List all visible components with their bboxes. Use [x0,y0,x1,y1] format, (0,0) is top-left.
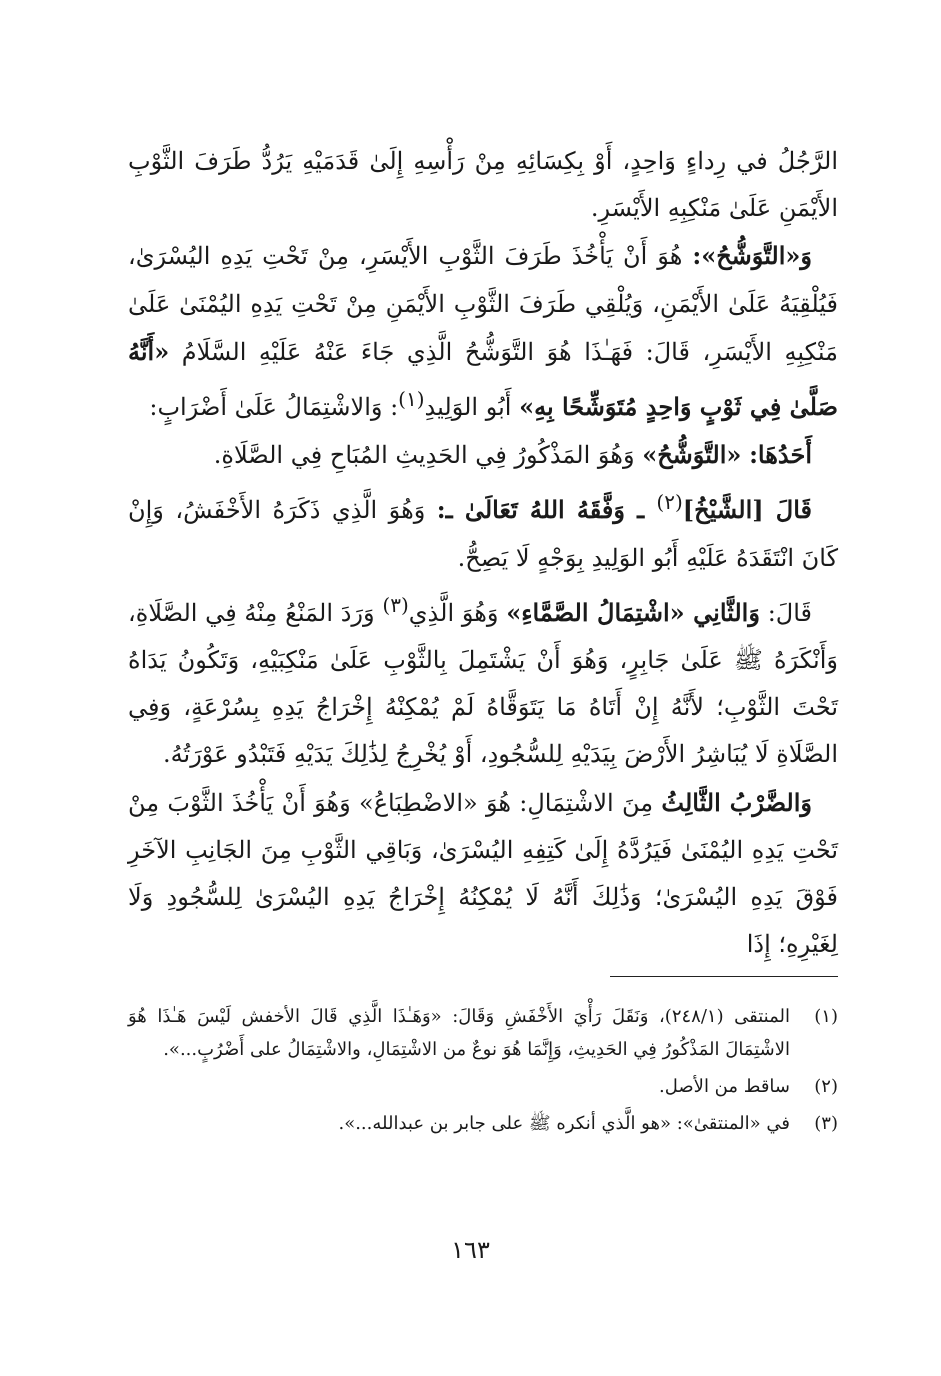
footnote-1-number: (١) [814,1006,838,1027]
paragraph-3-text: وَهُوَ المَذْكُورُ فِي الحَدِيثِ المُبَاحِ فِي الصَّلَاةِ. [213,441,643,470]
paragraph-6-text: مِنَ الاشْتِمَالِ: هُوَ «الاضْطِبَاعُ» وَهُوَ أَنْ يَأْخُذَ الثَّوْبَ مِنْ تَحْتِ يَدِهِ اليُمْنَىٰ فَيَرُدَّهُ إِلَىٰ كَتِفِهِ اليُسْرَىٰ، وَبَاقِي الثَّوْبِ مِنَ الجَانِبِ الآخَرِ فَوْقَ يَدِهِ اليُسْرَىٰ؛ وَذَٰلِكَ أَنَّهُ لَا يُمْكِنُهُ إِخْرَاجُ يَدِهِ اليُسْرَىٰ لِلسُّجُودِ وَلَا لِغَيْرِهِ؛ إِذَا [128,788,838,959]
paragraph-1 [128,138,838,232]
footnote-1 [128,1000,838,1066]
paragraph-3 [128,431,838,479]
paragraph-6 [128,779,838,969]
paragraph-4-text: وَهُوَ الَّذِي ذَكَرَهُ الأَخْفَشُ، وَإِنْ كَانَ انْتَقَدَهُ عَلَيْهِ أَبُو الوَلِيدِ بِوَجْهٍ لَا يَصِحُّ. [128,496,838,572]
footnote-2-text: ساقط من الأصل. [659,1076,790,1097]
footnote-divider [610,976,838,977]
footnote-mark-3: (٣) [382,592,409,617]
paragraph-5 [128,582,838,779]
term-tawashshuh: وَ«التَّوَشُّحُ»: [692,241,812,271]
footnote-2 [128,1070,838,1103]
paragraph-2 [128,232,838,431]
main-text [128,138,838,968]
paragraph-3-lead: أَحَدُهَا: [749,440,812,470]
footnote-mark-1: (١) [398,387,425,412]
footnote-mark-2: (٢) [656,490,683,515]
footnote-3-text: في «المنتقىٰ»: «هو الَّذي أنكره ﷺ على جابر بن عبدالله...». [338,1113,790,1134]
paragraph-5-lead: وَالثَّانِي «اشْتِمَالُ الصَّمَّاءِ» [506,597,760,627]
paragraph-2-text-3: : وَالاشْتِمَالُ عَلَىٰ أَضْرَابٍ: [149,393,399,422]
footnote-3-number: (٣) [814,1113,838,1134]
paragraph-2-text: هُوَ أَنْ يَأْخُذَ طَرَفَ الثَّوْبِ الأَيْسَرِ، مِنْ تَحْتِ يَدِهِ اليُسْرَىٰ، فَيُلْقِيَهُ عَلَىٰ الأَيْمَنِ، وَيُلْقِي طَرَفَ الثَّوْبِ الأَيْمَنِ مِنْ تَحْتِ يَدِهِ اليُمْنَىٰ عَلَىٰ مَنْكِبِهِ الأَيْسَرِ، قَالَ: فَهَـٰذَا هُوَ التَّوَشُّحُ الَّذِي جَاءَ عَنْهُ عَلَيْهِ السَّلَامُ [128,242,839,366]
paragraph-4 [128,479,838,581]
page-number: ١٦٣ [451,1236,490,1264]
paragraph-3-term: «التَّوَشُّحُ» [642,440,742,470]
footnote-2-number: (٢) [814,1076,838,1097]
paragraph-4-lead: قَالَ [الشَّيْخُ] [682,495,812,525]
paragraph-6-lead: وَالضَّرْبُ الثَّالِثُ [661,787,813,817]
paragraph-1-line-2: عَلَىٰ مَنْكِبِهِ الأَيْسَرِ. [590,194,772,223]
paragraph-2-text-2: أَبُو الوَلِيدِ [424,393,520,422]
paragraph-5-text-1: وَهُوَ الَّذِي [408,598,507,627]
footnote-3 [128,1107,838,1140]
paragraph-4-invocation: ـ وَفَّقَهُ اللهُ تَعَالَىٰ ـ: [436,495,657,525]
paragraph-5-text-2: وَرَدَ المَنْعُ مِنْهُ فِي الصَّلَاةِ، وَأَنْكَرَهُ ﷺ عَلَىٰ جَابِرٍ، وَهُوَ أَنْ يَشْتَمِلَ بِالثَّوْبِ عَلَىٰ مَنْكِبَيْهِ، وَتَكُونُ يَدَاهُ تَحْتَ الثَّوْبِ؛ لأَنَّهُ إِنْ أَتَاهُ مَا يَتَوَقَّاهُ لَمْ يُمْكِنْهُ إِخْرَاجُ يَدِهِ بِسُرْعَةٍ، وَفِي الصَّلَاةِ لَا يُبَاشِرُ الأَرْضَ بِيَدَيْهِ لِلسُّجُودِ، أَوْ يُخْرِجُ لِذَٰلِكَ يَدَيْهِ فَتَبْدُو عَوْرَتُهُ. [128,598,838,769]
paragraph-5-text-0: قَالَ: [759,598,813,627]
footnote-1-text: المنتقى (٢٤٨/١)، وَنَقَلَ رَأْيَ الأَخْفَشِ وَقَالَ: «وَهَـٰذَا الَّذِي قَالَ الأخفش لَيْسَ هَـٰذَا هُوَ الاشْتِمَالَ المَذْكُورُ فِي الحَدِيثِ، وَإِنَّمَا هُوَ نوعٌ من الاشْتِمَالِ، والاشْتِمَالُ على أَضْرُبٍ...». [128,1006,791,1060]
footnotes [128,1000,838,1140]
paragraph-1-line-1: الرَّجُلُ في رِداءٍ وَاحِدٍ، أَوْ بِكِسَائِهِ مِنْ رَأْسِهِ إِلَىٰ قَدَمَيْهِ يَرُدُّ طَرَفَ الثَّوْبِ الأَيْمَنِ [128,147,838,223]
hadith-quote: «أَنَّهُ صَلَّىٰ فِي ثَوْبٍ وَاحِدٍ مُتَوَشِّحًا بِهِ» [128,336,838,422]
